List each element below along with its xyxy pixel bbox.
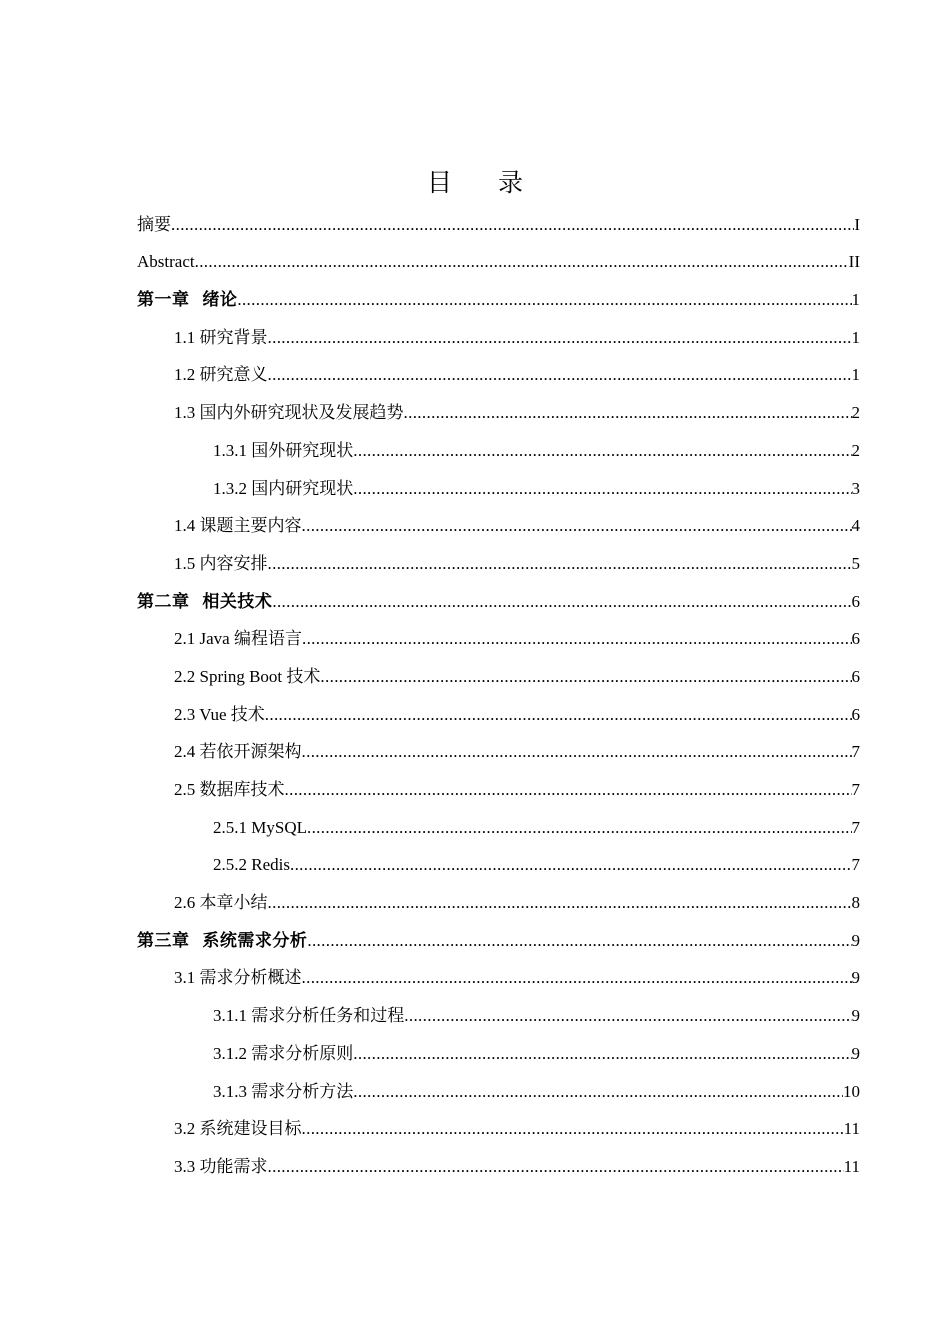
toc-dot-leader bbox=[302, 1119, 844, 1139]
toc-entry-page-number: 9 bbox=[851, 968, 860, 988]
toc-entry[interactable] bbox=[137, 1071, 860, 1109]
toc-entry-label: 1.1 研究背景 bbox=[174, 327, 268, 347]
toc-entry[interactable] bbox=[137, 355, 860, 393]
toc-dot-leader bbox=[272, 592, 851, 612]
toc-dot-leader bbox=[302, 516, 852, 536]
toc-entry[interactable] bbox=[137, 958, 860, 996]
toc-entry-label: 第三章 系统需求分析 bbox=[137, 930, 308, 951]
toc-entry-label: 2.3 Vue 技术 bbox=[174, 704, 265, 724]
toc-entry-page-number: 9 bbox=[851, 1043, 860, 1063]
toc-dot-leader bbox=[307, 818, 852, 838]
toc-entry[interactable] bbox=[137, 694, 860, 732]
toc-entry-page-number: 11 bbox=[843, 1156, 860, 1176]
toc-title: 目录 bbox=[426, 168, 569, 197]
toc-entry[interactable] bbox=[137, 920, 860, 958]
toc-entry[interactable] bbox=[137, 1146, 860, 1184]
toc-entry-page-number: 9 bbox=[851, 1006, 860, 1026]
toc-entry-label: 2.1 Java 编程语言 bbox=[174, 629, 302, 649]
toc-entry[interactable] bbox=[137, 1109, 860, 1147]
toc-entry-label: 2.2 Spring Boot 技术 bbox=[174, 666, 321, 686]
toc-dot-leader bbox=[404, 403, 852, 423]
toc-entry-label: 3.3 功能需求 bbox=[174, 1156, 268, 1176]
toc-dot-leader bbox=[265, 705, 852, 725]
toc-entry-page-number: 1 bbox=[851, 327, 860, 347]
toc-entry[interactable] bbox=[137, 279, 860, 317]
toc-dot-leader bbox=[268, 1157, 844, 1177]
toc-entry[interactable] bbox=[137, 807, 860, 845]
toc-entry[interactable] bbox=[137, 619, 860, 657]
toc-entry-page-number: 6 bbox=[851, 666, 860, 686]
toc-entry[interactable] bbox=[137, 882, 860, 920]
toc-entry[interactable] bbox=[137, 656, 860, 694]
toc-entry-page-number: II bbox=[848, 252, 860, 272]
toc-entry-page-number: 7 bbox=[851, 855, 860, 875]
toc-entry-page-number: 9 bbox=[851, 930, 860, 950]
toc-dot-leader bbox=[320, 667, 851, 687]
toc-entry-page-number: 8 bbox=[851, 893, 860, 913]
toc-entry[interactable] bbox=[137, 468, 860, 506]
toc-entry-label: 2.5.1 MySQL bbox=[213, 817, 307, 837]
toc-entry-label: 3.1.1 需求分析任务和过程 bbox=[213, 1006, 405, 1026]
toc-entry-page-number: 6 bbox=[851, 704, 860, 724]
toc-entry-page-number: 11 bbox=[843, 1119, 860, 1139]
toc-dot-leader bbox=[353, 1044, 851, 1064]
toc-entry[interactable] bbox=[137, 845, 860, 883]
toc-dot-leader bbox=[353, 479, 851, 499]
toc-entry[interactable] bbox=[137, 204, 860, 242]
toc-entry[interactable] bbox=[137, 392, 860, 430]
toc-list bbox=[137, 204, 860, 1184]
toc-dot-leader bbox=[268, 554, 852, 574]
toc-dot-leader bbox=[268, 365, 852, 385]
toc-entry-page-number: 1 bbox=[851, 365, 860, 385]
toc-dot-leader bbox=[302, 742, 852, 762]
toc-entry-label: 1.3.1 国外研究现状 bbox=[213, 440, 354, 460]
toc-dot-leader bbox=[302, 968, 852, 988]
toc-entry-label: 1.4 课题主要内容 bbox=[174, 516, 302, 536]
toc-entry-label: 1.3 国内外研究现状及发展趋势 bbox=[174, 403, 404, 423]
toc-entry[interactable] bbox=[137, 242, 860, 280]
toc-entry-page-number: 6 bbox=[851, 629, 860, 649]
toc-entry[interactable] bbox=[137, 506, 860, 544]
toc-dot-leader bbox=[195, 252, 849, 272]
toc-entry[interactable] bbox=[137, 769, 860, 807]
toc-entry-label: 第二章 相关技术 bbox=[137, 591, 273, 612]
toc-entry[interactable] bbox=[137, 995, 860, 1033]
toc-entry-page-number: 7 bbox=[851, 742, 860, 762]
toc-entry-label: 3.1.2 需求分析原则 bbox=[213, 1043, 354, 1063]
toc-dot-leader bbox=[171, 215, 854, 235]
toc-dot-leader bbox=[237, 290, 851, 310]
toc-entry-page-number: 6 bbox=[851, 591, 860, 611]
toc-entry-label: 1.2 研究意义 bbox=[174, 365, 268, 385]
toc-dot-leader bbox=[302, 629, 852, 649]
toc-entry-label: Abstract bbox=[137, 252, 195, 272]
toc-entry[interactable] bbox=[137, 543, 860, 581]
toc-entry-page-number: 7 bbox=[851, 780, 860, 799]
toc-entry-label: 第一章 绪论 bbox=[137, 290, 238, 311]
toc-dot-leader bbox=[290, 855, 852, 875]
toc-dot-leader bbox=[353, 1082, 843, 1102]
toc-entry-page-number: I bbox=[854, 214, 860, 234]
toc-entry-label: 3.1 需求分析概述 bbox=[174, 968, 302, 988]
toc-entry-label: 2.4 若依开源架构 bbox=[174, 742, 302, 762]
toc-entry-label: 3.1.3 需求分析方法 bbox=[213, 1081, 354, 1101]
toc-entry-label: 1.3.2 国内研究现状 bbox=[213, 478, 354, 498]
toc-entry-page-number: 2 bbox=[851, 440, 860, 460]
toc-entry[interactable] bbox=[137, 430, 860, 468]
toc-dot-leader bbox=[268, 893, 852, 913]
toc-entry-label: 1.5 内容安排 bbox=[174, 553, 268, 573]
toc-entry-page-number: 4 bbox=[851, 516, 860, 536]
toc-entry-page-number: 1 bbox=[851, 290, 860, 310]
toc-entry-label: 2.5.2 Redis bbox=[213, 855, 290, 875]
toc-entry-page-number: 7 bbox=[851, 817, 860, 837]
toc-entry-page-number: 10 bbox=[843, 1081, 860, 1101]
toc-entry-label: 2.6 本章小结 bbox=[174, 893, 268, 913]
toc-entry-label: 3.2 系统建设目标 bbox=[174, 1119, 302, 1139]
toc-entry[interactable] bbox=[137, 317, 860, 355]
toc-dot-leader bbox=[268, 328, 852, 348]
toc-entry-page-number: 5 bbox=[851, 553, 860, 573]
toc-entry[interactable] bbox=[137, 732, 860, 770]
toc-dot-leader bbox=[353, 441, 851, 461]
toc-entry-label: 摘要 bbox=[137, 214, 171, 234]
toc-entry-page-number: 3 bbox=[851, 478, 860, 498]
toc-entry-page-number: 2 bbox=[851, 403, 860, 423]
toc-dot-leader bbox=[307, 931, 851, 951]
toc-dot-leader bbox=[404, 1006, 851, 1026]
toc-entry[interactable] bbox=[137, 581, 860, 619]
toc-dot-leader bbox=[285, 780, 852, 800]
toc-entry[interactable] bbox=[137, 1033, 860, 1071]
toc-entry-label: 2.5 数据库技术 bbox=[174, 780, 285, 799]
